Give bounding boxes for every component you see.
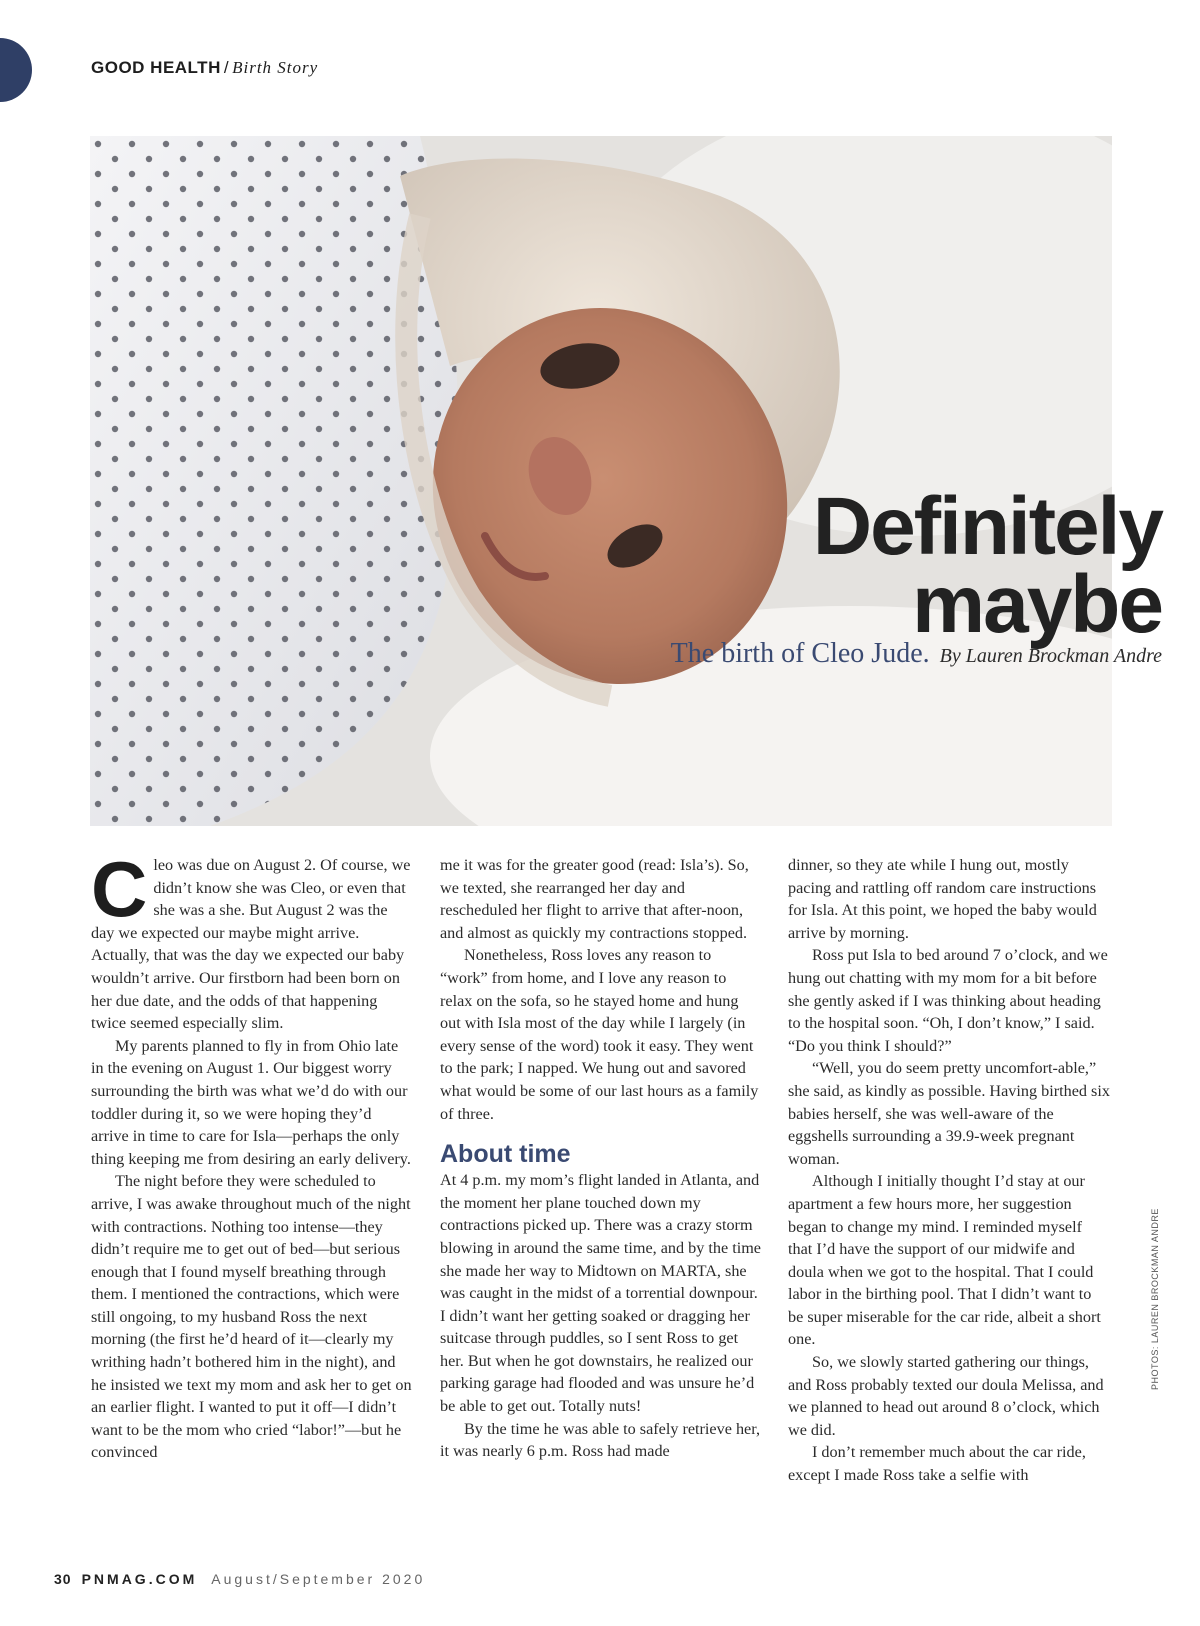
paragraph: At 4 p.m. my mom’s flight landed in Atlanta, and the moment her plane touched down my contractions picked up. There was a crazy storm blowing in around the same time, and by the time she made her way to Midtown on MARTA, she was caught in the midst of a torrential downpour. I didn’t want her getting soaked or dragging her suitcase through puddles, so I sent Ross to get her. But when he got downstairs, he realized our parking garage had flooded and was unsure he’d be able to get out. Totally nuts!	[440, 1171, 761, 1416]
paragraph: I don’t remember much about the car ride, except I made Ross take a selfie with	[788, 1443, 1086, 1485]
paragraph: me it was for the greater good (read: Isla’s). So, we texted, she rearranged her day and rescheduled her flight to arrive that after-noon, and almost as quickly my contractions stopped.	[440, 856, 749, 942]
subsection-name: Birth Story	[232, 58, 319, 77]
headline-line-2: maybe	[912, 559, 1162, 650]
article-column-3	[788, 854, 1110, 1487]
page-number: 30	[54, 1571, 72, 1587]
page-footer	[54, 1571, 425, 1587]
paragraph: “Well, you do seem pretty uncomfort-able,” she said, as kindly as possible. Having birthed six babies herself, she was well-aware of the eggshells surrounding a 39.9-week pregnant woman.	[788, 1059, 1110, 1168]
article-column-1	[91, 845, 413, 1464]
article-column-2	[440, 854, 762, 1463]
paragraph: Ross put Isla to bed around 7 o’clock, and we hung out chatting with my mom for a bit before she gently asked if I was thinking about heading to the hospital soon. “Oh, I don’t know,” I said. “Do you think I should?”	[788, 946, 1108, 1055]
footer-site: PNMAG.COM	[81, 1571, 198, 1587]
paragraph: Although I initially thought I’d stay at our apartment a few hours more, her suggestion began to change my mind. I reminded myself that I’d have the support of our midwife and doula when we got to the hospital. That I could labor in the birthing pool. That I didn’t want to be super miserable for the car ride, albeit a short one.	[788, 1172, 1101, 1349]
paragraph	[91, 845, 413, 1035]
article-headline	[812, 481, 1162, 650]
section-name: GOOD HEALTH	[91, 58, 221, 77]
article-byline: By Lauren Brockman Andre	[939, 645, 1162, 667]
paragraph: dinner, so they ate while I hung out, mostly pacing and rattling off random care instructions for Isla. At this point, we hoped the baby would arrive by morning.	[788, 856, 1097, 942]
paragraph: The night before they were scheduled to arrive, I was awake throughout much of the night with contractions. Nothing too intense—they didn’t require me to get out of bed—but serious enough that I found myself breathing through them. I mentioned the contractions, which were still ongoing, to my husband Ross the next morning (the first he’d heard of it—clearly my writhing hadn’t bothered him in the night), and he insisted we text my mom and ask her to get on an earlier flight. I wanted to put it off—I didn’t want to be the mom who cried “labor!”—but he convinced	[91, 1172, 412, 1462]
article-dek	[671, 638, 1162, 670]
section-subhead: About time	[440, 1140, 571, 1169]
paragraph: My parents planned to fly in from Ohio late in the evening on August 1. Our biggest worry surrounding the birth was what we’d do with our toddler during it, so we were hoping they’d arrive in time to care for Isla—perhaps the only thing keeping me from desiring an early delivery.	[91, 1036, 411, 1168]
footer-issue: August/September 2020	[211, 1571, 426, 1587]
photo-credit: PHOTOS: LAUREN BROCKMAN ANDRE	[1150, 1208, 1160, 1390]
paragraph-text: leo was due on August 2. Of course, we didn’t know she was Cleo, or even that she was a she. But August 2 was the day we expected our maybe might arrive. Actually, that was the day we expected our baby wouldn’t arrive. Our firstborn had been born on her due date, and the odds of that happening twice seemed especially slim.	[91, 856, 411, 1033]
paragraph: By the time he was able to safely retrieve her, it was nearly 6 p.m. Ross had made	[440, 1419, 761, 1461]
headline-line-1: Definitely	[812, 481, 1162, 572]
paragraph: So, we slowly started gathering our things, and Ross probably texted our doula Melissa, and we planned to head out around 8 o’clock, which we did.	[788, 1353, 1104, 1439]
article-subtitle: The birth of Cleo Jude.	[670, 638, 930, 669]
paragraph: Nonetheless, Ross loves any reason to “work” from home, and I love any reason to relax on the sofa, so he stayed home and hung out with Isla most of the day while I largely (in every sense of the word) took it easy. They went to the park; I napped. We hung out and savored what would be some of our last hours as a family of three.	[440, 946, 759, 1123]
drop-cap: C	[91, 845, 148, 933]
section-header	[91, 58, 318, 78]
section-tab-marker	[0, 38, 32, 102]
section-separator: /	[223, 58, 230, 77]
